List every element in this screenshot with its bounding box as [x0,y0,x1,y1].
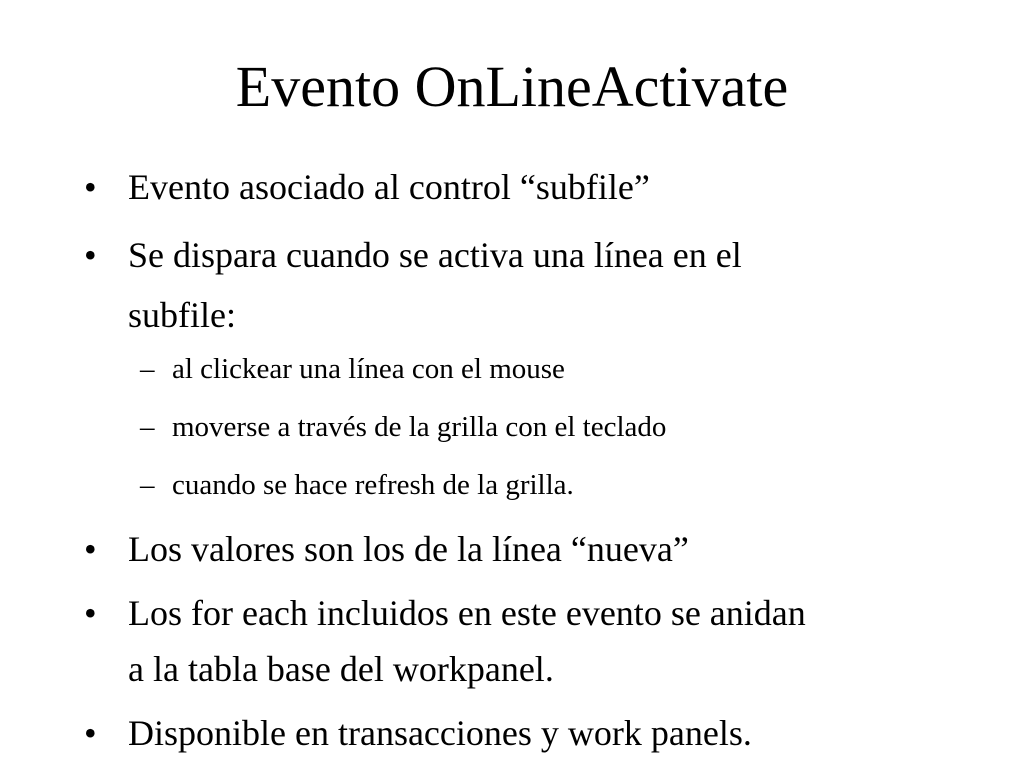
sub-bullet-text: moverse a través de la grilla con el teclado [172,411,667,443]
bullet-text: Los for each incluidos en este evento se anidan [128,593,806,633]
sub-bullet-item [140,468,574,502]
bullet-item [84,234,742,276]
bullet-text-continuation: a la tabla base del workpanel. [128,649,554,689]
dash-marker: – [140,411,155,443]
dash-marker: – [140,469,155,501]
dash-marker: – [140,353,155,385]
bullet-marker: • [84,167,97,207]
bullet-marker: • [84,593,97,633]
bullet-marker: • [84,235,97,275]
bullet-item [84,592,806,634]
slide-title: Evento OnLineActivate [235,54,789,119]
bullet-text: Evento asociado al control “subfile” [128,167,650,207]
sub-bullet-text: cuando se hace refresh de la grilla. [172,469,574,501]
sub-bullet-item [140,352,565,386]
bullet-item [84,712,752,754]
bullet-text: Los valores son los de la línea “nueva” [128,529,689,569]
sub-bullet-item [140,410,667,444]
bullet-item [84,528,689,570]
sub-bullet-text: al clickear una línea con el mouse [172,353,565,385]
bullet-text: Disponible en transacciones y work panels. [128,713,752,753]
bullet-text: Se dispara cuando se activa una línea en el [128,235,742,275]
bullet-marker: • [84,529,97,569]
bullet-item [84,166,650,208]
bullet-marker: • [84,713,97,753]
bullet-text-continuation: subfile: [128,295,236,335]
